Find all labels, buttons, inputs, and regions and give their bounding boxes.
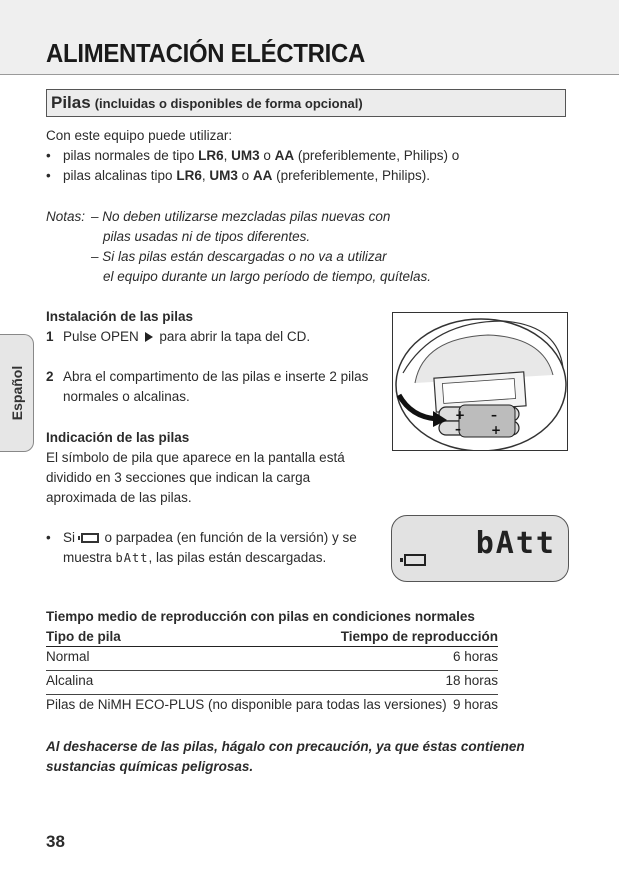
text-segment: , las pilas están descargadas. xyxy=(148,550,327,565)
intro-bullet-1 xyxy=(63,146,459,166)
bullet-mark: • xyxy=(46,530,51,545)
intro-lead: Con este equipo puede utilizar: xyxy=(46,128,233,143)
text-segment: (preferiblemente, Philips). xyxy=(272,168,430,183)
battery-type-um3: UM3 xyxy=(209,168,238,183)
text-segment: para abrir la tapa del CD. xyxy=(159,329,311,344)
lcd-batt-text: bAtt xyxy=(475,526,556,561)
battery-compartment-illustration xyxy=(392,312,568,451)
section-title-main: Pilas xyxy=(51,93,91,112)
table-col-type: Tipo de pila xyxy=(46,629,121,644)
bullet-mark: • xyxy=(46,148,51,163)
indication-bullet-line-1 xyxy=(63,528,357,548)
section-title xyxy=(51,93,363,113)
disposal-warning-line-2: sustancias químicas peligrosas. xyxy=(46,759,254,774)
text-segment: o xyxy=(237,168,253,183)
lcd-battery-icon xyxy=(404,554,426,566)
text-segment: , xyxy=(223,148,232,163)
page-title: ALIMENTACIÓN ELÉCTRICA xyxy=(46,38,366,68)
step-1-text xyxy=(63,327,310,347)
table-title: Tiempo medio de reproducción con pilas en condiciones normales xyxy=(46,609,475,624)
text-segment: Pulse OPEN xyxy=(63,329,139,344)
bullet-mark: • xyxy=(46,168,51,183)
note-1-line-2: pilas usadas ni de tipos diferentes. xyxy=(103,229,311,244)
language-tab xyxy=(0,334,34,452)
battery-icon xyxy=(81,533,99,543)
table-col-time: Tiempo de reproducción xyxy=(340,629,498,644)
section-heading-box xyxy=(46,89,566,117)
table-row xyxy=(46,647,498,669)
note-1-line-1: – No deben utilizarse mezcladas pilas nuevas con xyxy=(91,209,391,224)
cell-time: 18 horas xyxy=(445,673,498,688)
text-segment: o xyxy=(259,148,275,163)
battery-type-lr6: LR6 xyxy=(198,148,224,163)
cd-player-battery-icon xyxy=(393,313,568,451)
section-subtitle: (incluidas o disponibles de forma opcional) xyxy=(94,96,363,111)
battery-type-um3: UM3 xyxy=(231,148,260,163)
svg-text:+: + xyxy=(455,408,466,422)
svg-text:–: – xyxy=(491,408,497,422)
battery-type-aa: AA xyxy=(274,148,295,163)
disposal-warning-line-1: Al deshacerse de las pilas, hágalo con precaución, ya que éstas contienen xyxy=(46,739,525,754)
svg-text:–: – xyxy=(455,422,461,436)
page-header xyxy=(0,0,619,75)
cell-time: 9 horas xyxy=(452,697,498,712)
step-2-line-1: Abra el compartimento de las pilas e inserte 2 pilas xyxy=(63,369,369,384)
table-row xyxy=(46,671,498,693)
text-segment: , xyxy=(201,168,210,183)
battery-type-aa: AA xyxy=(252,168,273,183)
language-tab-label: Español xyxy=(9,365,25,421)
note-2-line-2: el equipo durante un largo período de tiempo, quítelas. xyxy=(103,269,431,284)
batt-display-code: bAtt xyxy=(115,551,149,565)
battery-type-lr6: LR6 xyxy=(176,168,202,183)
text-segment: muestra xyxy=(63,550,112,565)
intro-bullet-2 xyxy=(63,166,430,186)
svg-text:+: + xyxy=(491,423,502,437)
table-row xyxy=(46,695,498,717)
install-heading: Instalación de las pilas xyxy=(46,309,194,324)
indication-heading: Indicación de las pilas xyxy=(46,430,190,445)
text-segment: Si xyxy=(63,530,76,545)
cell-type: Alcalina xyxy=(46,673,94,688)
cell-time: 6 horas xyxy=(452,649,498,664)
step-2-line-2: normales o alcalinas. xyxy=(63,389,190,404)
step-2-number: 2 xyxy=(46,369,54,384)
text-segment: pilas normales de tipo xyxy=(63,148,199,163)
indication-line-1: El símbolo de pila que aparece en la pantalla está xyxy=(46,450,345,465)
step-1-number: 1 xyxy=(46,329,54,344)
indication-line-2: dividido en 3 secciones que indican la carga xyxy=(46,470,311,485)
page-number: 38 xyxy=(46,832,65,851)
cell-type: Pilas de NiMH ECO-PLUS (no disponible para todas las versiones) xyxy=(46,697,447,712)
notes-label: Notas: xyxy=(46,209,86,224)
text-segment: (preferiblemente, Philips) o xyxy=(294,148,460,163)
indication-line-3: aproximada de las pilas. xyxy=(46,490,192,505)
text-segment: pilas alcalinas tipo xyxy=(63,168,177,183)
note-2-line-1: – Si las pilas están descargadas o no va a utilizar xyxy=(91,249,387,264)
text-segment: o parpadea (en función de la versión) y se xyxy=(104,530,357,545)
cell-type: Normal xyxy=(46,649,90,664)
play-icon xyxy=(145,332,153,342)
lcd-display xyxy=(391,515,569,582)
indication-bullet-line-2 xyxy=(63,548,326,568)
